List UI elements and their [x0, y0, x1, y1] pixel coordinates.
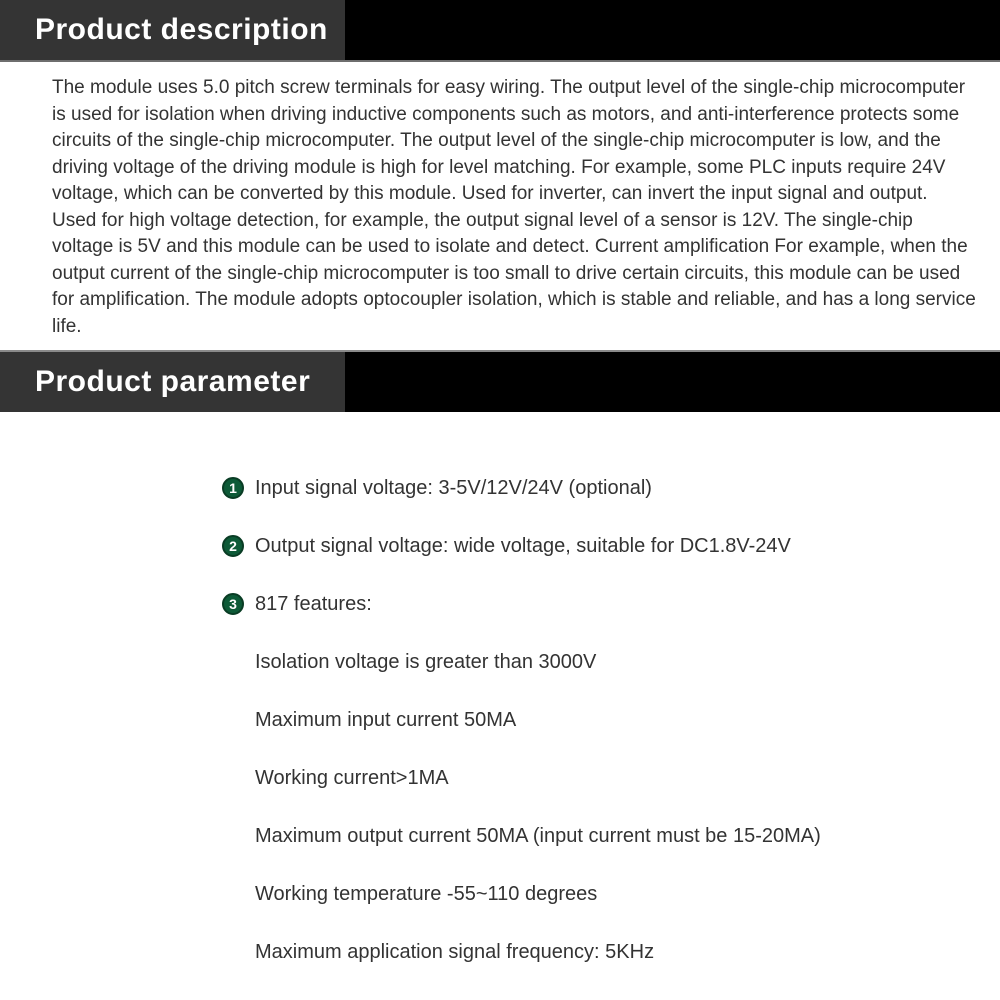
parameter-list — [0, 476, 1000, 616]
feature-item-max-signal-frequency: Maximum application signal frequency: 5KHz — [255, 941, 655, 963]
section-header-parameter — [0, 350, 1000, 412]
section-header-description — [0, 0, 1000, 62]
section-header-label-background — [0, 352, 345, 412]
parameter-item-text: 817 features: — [255, 593, 372, 615]
circled-number-2-icon: 2 — [222, 535, 244, 557]
parameter-section-title: Product parameter — [35, 365, 311, 398]
feature-item-max-output-current: Maximum output current 50MA (input current must be 15-20MA) — [255, 825, 821, 847]
parameter-item-817-features — [222, 592, 1000, 616]
parameter-item-text: Input signal voltage: 3-5V/12V/24V (optional) — [255, 477, 652, 499]
feature-item-working-current: Working current>1MA — [255, 767, 449, 789]
description-section-title: Product description — [35, 13, 328, 46]
feature-item-isolation-voltage: Isolation voltage is greater than 3000V — [255, 651, 597, 673]
parameter-item-input-voltage — [222, 476, 1000, 500]
section-header-label-background — [0, 0, 345, 60]
feature-item-working-temperature: Working temperature -55~110 degrees — [255, 883, 598, 905]
circled-number-1-icon: 1 — [222, 477, 244, 499]
parameter-item-output-voltage — [222, 534, 1000, 558]
product-description-text: The module uses 5.0 pitch screw terminals for easy wiring. The output level of the single-chip microcomputer is used for isolation when driving inductive components such as motors, and anti-interference protects some circuits of the single-chip microcomputer. The output level of the single-chip microcomputer is low, and the driving voltage of the driving module is high for level matching. For example, some PLC inputs require 24V voltage, which can be converted by this module. Used for inverter, can invert the input signal and output. Used for high voltage detection, for example, the output signal level of a sensor is 12V. The single-chip voltage is 5V and this module can be used to isolate and detect. Current amplification For example, when the output current of the single-chip microcomputer is too small to drive certain circuits, this module can be used for amplification. The module adopts optocoupler isolation, which is stable and reliable, and has a long service life. — [52, 77, 976, 337]
feature-item-max-input-current: Maximum input current 50MA — [255, 709, 517, 731]
feature-list — [0, 650, 1000, 964]
circled-number-3-icon: 3 — [222, 593, 244, 615]
parameter-item-text: Output signal voltage: wide voltage, suitable for DC1.8V-24V — [255, 535, 791, 557]
